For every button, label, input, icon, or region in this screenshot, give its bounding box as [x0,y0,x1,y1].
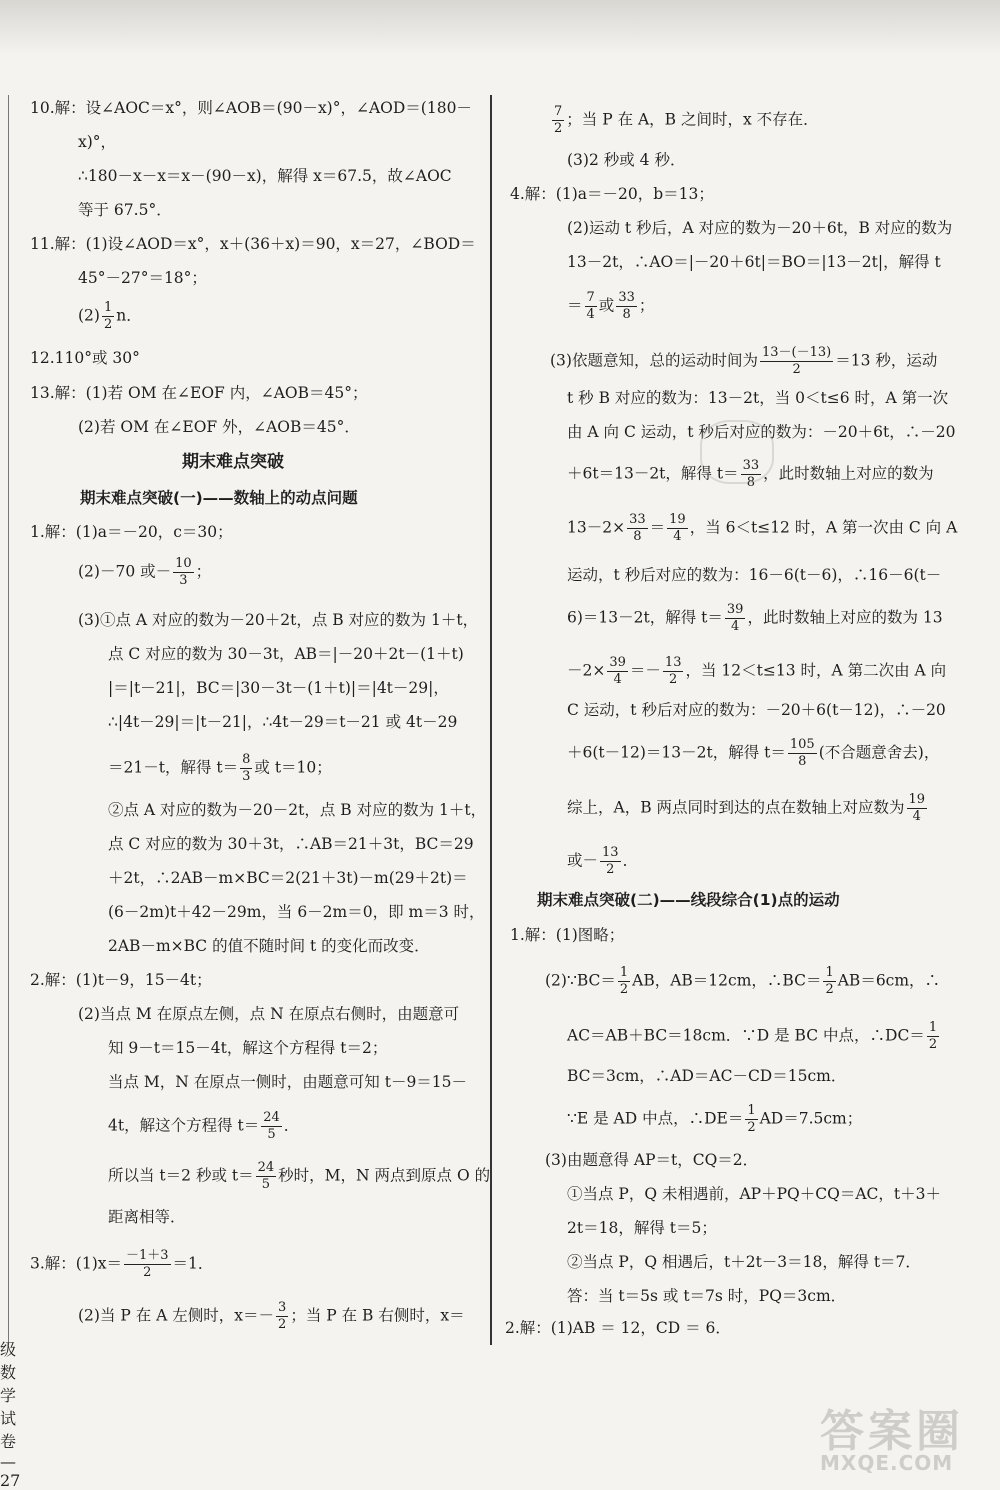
text-span: ； [195,562,212,581]
text-line [78,1300,465,1333]
text-line [108,1110,299,1143]
denominator: 5 [261,1177,271,1192]
numerator: 39 [609,655,626,670]
text-line: 由 A 向 C 运动，t 秒后对应的数为：－20＋6t，∴－20 [567,423,956,441]
text-line: 点 C 对应的数为 30－3t，AB＝|－20＋2t－(1＋t) [108,645,464,663]
text-line [567,655,946,688]
text-span: ＝－ [629,661,661,680]
text-line: 1.解：(1)图略； [510,926,625,944]
fraction [607,655,628,688]
denominator: 3 [242,769,251,784]
numerator: 13－(－13) [761,345,832,360]
page-top-shadow [0,0,1000,55]
fraction [102,300,114,333]
denominator: 3 [179,573,188,588]
watermark-url: MXQE.COM [820,1451,954,1475]
text-span: ∵E 是 AD 中点，∴DE＝ [567,1109,744,1128]
margin-line [8,95,9,1345]
numerator: 39 [726,602,744,617]
text-line [567,845,638,878]
numerator: 3 [278,1300,287,1315]
fraction [618,965,630,998]
text-line [567,602,943,635]
text-span: ； [638,296,655,315]
fraction [788,737,817,770]
numerator: 10 [175,556,192,571]
text-line [78,300,142,333]
text-span: 4t，解这个方程得 t＝ [108,1116,260,1135]
text-line [550,104,819,137]
text-span: (2)－70 或－ [78,562,172,581]
denominator: 2 [669,672,678,687]
fraction [725,602,746,635]
denominator: 5 [267,1127,276,1142]
fraction [552,104,564,137]
denominator: 4 [673,529,682,544]
text-line: 4.解：(1)a＝－20，b＝13； [510,185,714,203]
denominator: 4 [912,809,921,824]
column-divider [490,95,492,1345]
text-span: 6)＝13－2t，解得 t＝ [567,608,723,627]
text-span: ，此时数轴上对应的数为 13 [747,608,943,627]
text-span: (3)依题意知，总的运动时间为 [550,351,758,370]
text-span: n． [116,306,142,325]
text-line: (2)当点 M 在原点左侧，点 N 在原点右侧时，由题意可 [78,1005,460,1023]
numerator: －1＋3 [126,1248,169,1263]
text-line: 13－2t，∴AO＝|－20＋6t|＝BO＝|13－2t|，解得 t [567,253,941,271]
denominator: 4 [731,619,740,634]
text-span: 秒时，M，N 两点到原点 O 的 [278,1166,491,1185]
numerator: 1 [103,300,113,315]
denominator: 2 [747,1120,756,1135]
fraction [585,290,597,323]
text-span: (2)∵BC＝ [545,971,616,990]
denominator: 2 [278,1317,287,1332]
fraction [760,345,833,378]
fraction [600,845,621,878]
text-line: (2)若 OM 在∠EOF 外，∠AOB＝45°． [78,418,360,436]
numerator: 13 [664,655,682,670]
text-span: ． [622,851,639,870]
text-line: (3)2 秒或 4 秒． [567,151,686,169]
text-line [567,1020,941,1053]
text-span: ；当 P 在 A，B 之间时，x 不存在． [566,110,819,129]
fraction [667,512,688,545]
text-line: BC＝3cm，∴AD＝AC－CD＝15cm． [567,1067,847,1085]
text-line: 13.解：(1)若 OM 在∠EOF 内，∠AOB＝45°； [30,384,368,402]
text-span: ＋6(t－12)＝13－2t，解得 t＝ [567,743,786,762]
denominator: 8 [622,307,631,322]
numerator: 7 [586,290,595,305]
text-line [567,290,654,323]
fraction [927,1020,939,1053]
numerator: 19 [669,512,686,527]
denominator: 2 [928,1037,938,1052]
subsection-heading: 期末难点突破(一)——数轴上的动点问题 [80,489,358,507]
numerator: 1 [619,965,629,980]
fraction [907,792,928,825]
numerator: 33 [629,512,646,527]
text-line: 12.110°或 30° [30,349,140,367]
text-span: ，此时数轴上对应的数为 [763,464,934,483]
text-line: 等于 67.5°． [78,201,172,219]
text-line: ②当点 P，Q 相遇后，t＋2t－3＝18，解得 t＝7． [567,1253,921,1271]
watermark-logo: 答案圈 [820,1406,964,1457]
denominator: 2 [143,1265,152,1280]
numerator: 1 [747,1103,756,1118]
text-span: 所以当 t＝2 秒或 t＝ [108,1166,254,1185]
text-line [567,737,939,770]
text-line: 2.解：(1)t－9，15－4t； [30,971,212,989]
watermark [820,1395,990,1475]
fraction [745,1103,757,1136]
text-line [108,1160,490,1193]
text-span: ＋6t＝13－2t，解得 t＝ [567,464,739,483]
text-span: ，当 12＜t≤13 时，A 第二次由 A 向 [685,661,947,680]
text-line: 1.解：(1)a＝－20，c＝30； [30,523,233,541]
text-span: ＝ [567,296,583,315]
text-line: (3)①点 A 对应的数为－20＋2t，点 B 对应的数为 1＋t， [78,611,479,629]
text-span: ＝1． [172,1254,214,1273]
denominator: 8 [746,475,755,490]
denominator: 4 [613,672,622,687]
text-span: AC＝AB＋BC＝18cm．∵D 是 BC 中点，∴DC＝ [567,1026,925,1045]
text-line: C 运动，t 秒后对应的数为：－20＋6(t－12)，∴－20 [567,701,946,719]
text-span: AB，AB＝12cm，∴BC＝ [632,971,822,990]
text-line: 当点 M，N 在原点一侧时，由题意可知 t－9＝15－ [108,1073,468,1091]
denominator: 2 [792,362,801,377]
text-line [78,556,211,589]
text-span: 综上，A，B 两点同时到达的点在数轴上对应数为 [567,798,905,817]
denominator: 2 [619,982,629,997]
text-span: －2× [567,661,606,680]
denominator: 8 [798,754,807,769]
text-span: 或－ [567,851,599,870]
text-span: AB＝6cm，∴ [837,971,941,990]
text-line: 答：当 t＝5s 或 t＝7s 时，PQ＝3cm． [567,1287,847,1305]
text-line [567,792,929,825]
text-line: 10.解：设∠AOC＝x°，则∠AOB＝(90－x)°，∠AOD＝(180－ [30,99,472,117]
denominator: 2 [606,862,615,877]
text-span: ＝21－t，解得 t＝ [108,758,239,777]
text-span: (2) [78,306,100,325]
text-span: ；当 P 在 B 右侧时，x＝ [290,1306,465,1325]
text-line: (3)由题意得 AP＝t，CQ＝2． [545,1151,759,1169]
text-line: ①当点 P，Q 未相遇前，AP＋PQ＋CQ＝AC，t＋3＋ [567,1185,941,1203]
fraction [261,1110,282,1143]
fraction [616,290,637,323]
numerator: 13 [602,845,619,860]
page-footer: 级数学试卷— 27 [0,1340,21,1490]
fraction [240,752,252,785]
numerator: 1 [825,965,834,980]
text-line: 2.解：(1)AB ＝ 12，CD ＝ 6． [505,1319,731,1337]
text-span: ＝ [649,518,666,537]
text-span: 3.解：(1)x＝ [30,1254,122,1273]
numerator: 19 [908,792,926,807]
fraction [173,556,194,589]
text-span: ． [283,1116,300,1135]
text-line: 知 9－t＝15－4t，解这个方程得 t＝2； [108,1039,388,1057]
fraction [276,1300,288,1333]
numerator: 33 [618,290,635,305]
fraction [256,1160,277,1193]
fraction [823,965,835,998]
text-line: x)°， [78,133,117,151]
numerator: 8 [242,752,251,767]
text-line [550,345,937,378]
text-line: (2)运动 t 秒后，A 对应的数为－20＋6t，B 对应的数为 [567,219,953,237]
numerator: 7 [554,104,563,119]
denominator: 4 [586,307,595,322]
text-line [30,1248,213,1281]
numerator: 24 [263,1110,280,1125]
fraction [663,655,684,688]
numerator: 33 [742,458,760,473]
fraction [124,1248,171,1281]
text-line: |＝|t－21|，BC＝|30－3t－(1＋t)|＝|4t－29|， [108,679,449,697]
text-span: ，当 6＜t≤12 时，A 第一次由 C 向 A [689,518,958,537]
text-span: 或 t＝10； [254,758,332,777]
text-line [567,1103,862,1136]
text-line: ∴180－x－x＝x－(90－x)，解得 x＝67.5，故∠AOC [78,167,452,185]
denominator: 2 [825,982,834,997]
text-line [545,965,940,998]
text-span: (不合题意舍去)， [818,743,940,762]
text-line [567,512,957,545]
text-line: 45°－27°＝18°； [78,269,207,287]
text-span: 或 [598,296,615,315]
text-span: AD＝7.5cm； [759,1109,863,1128]
text-line: t 秒 B 对应的数为：13－2t，当 0＜t≤6 时，A 第一次 [567,389,949,407]
text-line [108,752,332,785]
denominator: 2 [554,121,563,136]
text-span: (2)当 P 在 A 左侧时，x＝－ [78,1306,275,1325]
text-line: 2AB－m×BC 的值不随时间 t 的变化而改变． [108,937,430,955]
numerator: 24 [257,1160,275,1175]
text-line: 点 C 对应的数为 30＋3t，∴AB＝21＋3t，BC＝29 [108,835,474,853]
text-line: ②点 A 对应的数为－20－2t，点 B 对应的数为 1＋t， [108,801,487,819]
denominator: 8 [633,529,642,544]
fraction [627,512,648,545]
text-line: 11.解：(1)设∠AOD＝x°，x＋(36＋x)＝90，x＝27，∠BOD＝ [30,235,476,253]
text-span: 13－2× [567,518,626,537]
section-heading: 期末难点突破 [182,452,284,472]
text-line: 运动，t 秒后对应的数为：16－6(t－6)，∴16－6(t－ [567,566,942,584]
text-line: ∴|4t－29|＝|t－21|，∴4t－29＝t－21 或 4t－29 [108,713,458,731]
text-line: 2t＝18，解得 t＝5； [567,1219,717,1237]
subsection-heading: 期末难点突破(二)——线段综合(1)点的运动 [537,891,840,909]
numerator: 1 [928,1020,938,1035]
faint-stamp [700,420,774,484]
text-span: ＝13 秒，运动 [835,351,938,370]
numerator: 105 [789,737,815,752]
text-line: ＋2t，∴2AB－m×BC＝2(21＋3t)－m(29＋2t)＝ [108,869,468,887]
denominator: 2 [103,317,113,332]
text-line: 距离相等． [108,1208,186,1226]
text-line: (6－2m)t＋42－29m，当 6－2m＝0，即 m＝3 时， [108,903,485,921]
